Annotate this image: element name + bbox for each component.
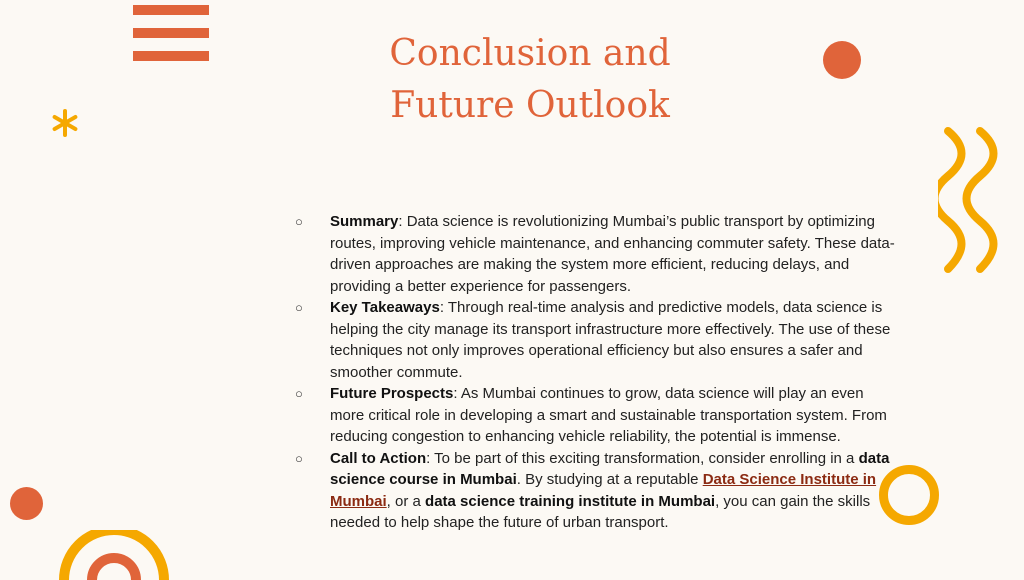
item-label: Call to Action [330, 449, 427, 467]
item-text: , you can gain the skills needed to help shape the future of urban transport. [330, 492, 871, 531]
hamburger-icon [133, 5, 209, 61]
arc-decoration [58, 530, 170, 580]
item-text: : Through real-time analysis and predictive models, data science is helping the city manage its transport infrastructure more effectively. The use of these techniques not only improves operational efficiency but also ensures a safer and smoother commute. [330, 299, 891, 381]
item-text: , or a [386, 492, 426, 510]
list-item-summary [295, 211, 895, 297]
bullet-circle-icon: ○ [295, 300, 303, 315]
bullet-circle-icon: ○ [295, 386, 303, 401]
list-item-future-prospects [295, 383, 895, 448]
bullet-list [295, 211, 895, 534]
training-keyword: data science training institute in Mumbai [425, 492, 716, 510]
title-line-1: Conclusion and [389, 33, 671, 74]
item-text: : Data science is revolutionizing Mumbai’s public transport by optimizing routes, improving vehicle maintenance, and enhancing commuter safety. These data-driven approaches are making the system more efficient, reducing delays, and providing a better experience for passengers. [330, 213, 895, 295]
bullet-circle-icon: ○ [295, 214, 303, 229]
item-text: : To be part of this exciting transformation, consider enrolling in a [426, 449, 859, 467]
bullet-circle-icon: ○ [295, 450, 303, 466]
list-item-call-to-action [295, 448, 895, 534]
item-text: : As Mumbai continues to grow, data science will play an even more critical role in developing a smart and sustainable transportation system. From reducing congestion to enhancing vehicle reliability, the potential is immense. [330, 385, 887, 445]
item-label: Summary [330, 213, 399, 230]
title-line-2: Future Outlook [390, 85, 670, 126]
item-text: . By studying at a reputable [516, 471, 703, 488]
institute-link[interactable]: Data Science Institute in Mumbai [330, 471, 877, 510]
list-item-key-takeaways [295, 297, 895, 383]
orange-dot-decoration [823, 41, 861, 79]
slide-title [330, 28, 730, 132]
course-keyword: data science course in Mumbai [330, 449, 890, 488]
orange-dot-decoration [10, 487, 43, 520]
asterisk-icon [50, 108, 80, 138]
item-label: Key Takeaways [330, 299, 440, 316]
wavy-lines-decoration [938, 126, 1000, 274]
item-label: Future Prospects [330, 385, 454, 402]
